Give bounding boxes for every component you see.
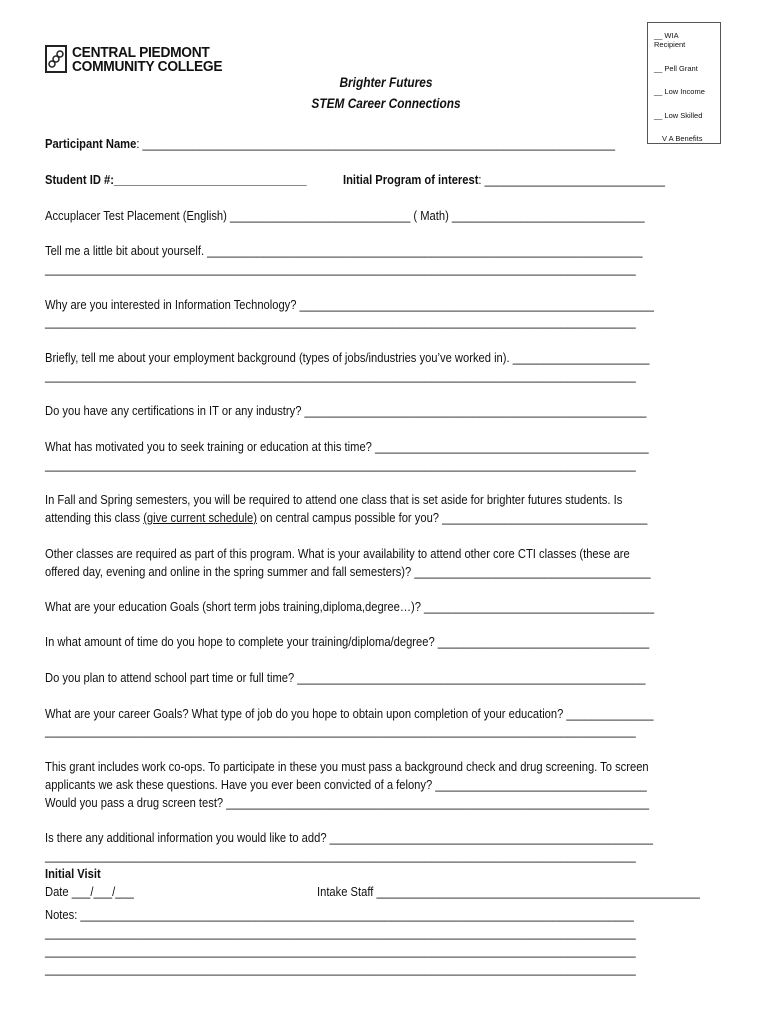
form-title: Brighter Futures — [339, 75, 433, 90]
fall-spring-field[interactable] — [45, 510, 647, 526]
va-benefits-checkbox[interactable]: V A Benefits — [662, 134, 703, 143]
initial-visit-heading: Initial Visit — [45, 866, 101, 881]
notes-line-2[interactable]: _______________________________________________________________________________________________ — [45, 925, 636, 940]
student-id-field[interactable]: Student ID #:_______________________________ — [45, 172, 307, 187]
why-it-line-2[interactable]: _______________________________________________________________________________________________ — [45, 314, 636, 329]
low-income-checkbox[interactable]: __ Low Income — [654, 87, 705, 96]
wia-label: Recipient — [654, 40, 686, 49]
why-it-field[interactable]: Why are you interested in Information Technology? _________________________________________________________ — [45, 297, 655, 312]
wia-checkbox[interactable]: __ WIA — [654, 31, 679, 40]
pell-checkbox[interactable]: __ Pell Grant — [654, 64, 698, 73]
additional-info-field[interactable]: Is there any additional information you would like to add? ____________________________________________________ — [45, 830, 653, 845]
fall-spring-question: In Fall and Spring semesters, you will be required to attend one class that is set aside for brighter futures students. Is — [45, 492, 623, 507]
notes-line-3[interactable]: _______________________________________________________________________________________________ — [45, 943, 636, 958]
accuplacer-field[interactable]: Accuplacer Test Placement (English) _____________________________ ( Math) _______________________________ — [45, 208, 645, 223]
date-field[interactable]: Date ___/___/___ — [45, 884, 134, 899]
college-logo-icon — [45, 45, 67, 73]
motivation-line-2[interactable]: _______________________________________________________________________________________________ — [45, 457, 636, 472]
eligibility-box — [647, 22, 721, 144]
motivation-field[interactable]: What has motivated you to seek training or education at this time? ____________________________________________ — [45, 439, 649, 454]
employment-line-2[interactable]: _______________________________________________________________________________________________ — [45, 368, 636, 383]
fall-spring-text-a: attending this class — [45, 510, 144, 525]
about-yourself-line-2[interactable]: _______________________________________________________________________________________________ — [45, 261, 636, 276]
form-subtitle: STEM Career Connections — [311, 96, 461, 111]
grant-statement: This grant includes work co-ops. To participate in these you must pass a background check and drug screening. To screen — [45, 759, 649, 774]
career-goals-line-2[interactable]: _______________________________________________________________________________________________ — [45, 723, 636, 738]
participant-name-field[interactable] — [45, 136, 615, 152]
program-interest-label: Initial Program of interest — [343, 172, 479, 187]
part-full-time-field[interactable]: Do you plan to attend school part time or full time? ________________________________________________________ — [45, 670, 646, 685]
participant-name-label: Participant Name — [45, 136, 137, 151]
completion-time-field[interactable]: In what amount of time do you hope to complete your training/diploma/degree? __________________________________ — [45, 634, 650, 649]
about-yourself-field[interactable]: Tell me a little bit about yourself. ______________________________________________________________________ — [45, 243, 643, 258]
program-interest-line: : _____________________________ — [478, 172, 665, 187]
drug-screen-field[interactable]: Would you pass a drug screen test? ____________________________________________________________________ — [45, 795, 650, 810]
felony-field[interactable]: applicants we ask these questions. Have you ever been convicted of a felony? __________________________________ — [45, 777, 647, 792]
other-classes-field[interactable]: offered day, evening and online in the spring summer and fall semesters)? ______________________________________ — [45, 564, 651, 579]
employment-field[interactable]: Briefly, tell me about your employment background (types of jobs/industries you’ve worked in). ______________________ — [45, 350, 650, 365]
logo-line-1: CENTRAL PIEDMONT — [72, 45, 210, 61]
notes-field[interactable]: Notes: _________________________________________________________________________________________ — [45, 907, 634, 922]
current-schedule-link[interactable]: (give current schedule) — [143, 510, 257, 525]
career-goals-field[interactable]: What are your career Goals? What type of job do you hope to obtain upon completion of your education? ______________ — [45, 706, 654, 721]
other-classes-question: Other classes are required as part of this program. What is your availability to attend other core CTI classes (these are — [45, 546, 630, 561]
additional-info-line-2[interactable]: _______________________________________________________________________________________________ — [45, 848, 636, 863]
logo-line-2: COMMUNITY COLLEGE — [72, 59, 223, 75]
notes-line-4[interactable]: _______________________________________________________________________________________________ — [45, 961, 636, 976]
intake-staff-field[interactable]: Intake Staff ____________________________________________________ — [317, 884, 700, 899]
low-skilled-checkbox[interactable]: __ Low Skilled — [654, 111, 703, 120]
fall-spring-text-c: on central campus possible for you? _________________________________ — [256, 510, 648, 525]
program-interest-field[interactable] — [343, 172, 665, 188]
certifications-field[interactable]: Do you have any certifications in IT or any industry? _______________________________________________________ — [45, 403, 647, 418]
participant-name-line: : ____________________________________________________________________________ — [136, 136, 616, 151]
education-goals-field[interactable]: What are your education Goals (short term jobs training,diploma,degree…)? _____________________________________ — [45, 599, 655, 614]
